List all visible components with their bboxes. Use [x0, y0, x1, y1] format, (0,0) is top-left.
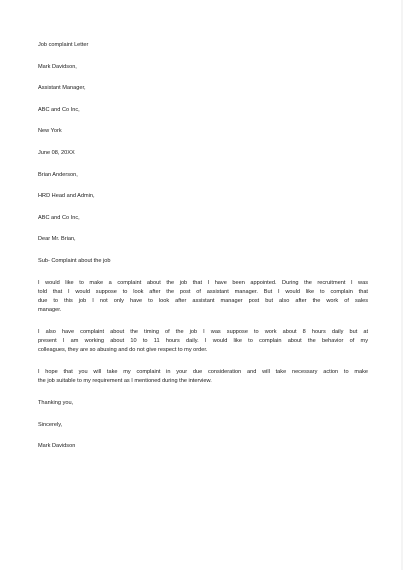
sender-company-block: [38, 106, 368, 115]
paragraph-line: colleagues, they are so abusing and do not give respect to my order.: [38, 347, 208, 354]
paragraph-line: I would like to make a complaint about the job that I have been appointed. During the recruitment I was: [38, 279, 368, 286]
recipient-position: HRD Head and Admin,: [38, 193, 95, 200]
letter-date: June 08, 20XX: [38, 149, 75, 156]
salutation-block: [38, 235, 368, 244]
recipient-name-block: [38, 171, 368, 180]
signature-name: Mark Davidson: [38, 443, 76, 450]
letter-title: Job complaint Letter: [38, 42, 89, 48]
closing-block: [38, 399, 368, 408]
paragraph-line: manager.: [38, 307, 62, 314]
sender-name: Mark Davidson,: [38, 63, 77, 70]
sender-name-block: [38, 63, 368, 72]
recipient-company: ABC and Co Inc,: [38, 214, 80, 221]
paragraph-line: the job suitable to my requirement as I mentioned during the interview.: [38, 378, 212, 385]
signature-block: [38, 442, 368, 451]
body-paragraph-3: [38, 368, 368, 386]
sender-position: Assistant Manager,: [38, 85, 86, 92]
subject-line: Sub- Complaint about the job: [38, 257, 111, 264]
salutation: Dear Mr. Brian,: [38, 236, 76, 243]
sender-company: ABC and Co Inc,: [38, 106, 80, 113]
sender-city-block: [38, 127, 368, 136]
signoff-line: Sincerely,: [38, 421, 63, 428]
sender-position-block: [38, 84, 368, 93]
letter-title-block: [38, 41, 368, 50]
paragraph-line: told that I would suppose to look after the post of assistant manager. But I would like to complain that: [38, 288, 368, 295]
signoff-block: [38, 421, 368, 430]
recipient-position-block: [38, 192, 368, 201]
recipient-company-block: [38, 214, 368, 223]
paragraph-line: I also have complaint about the timing of the job I was suppose to work about 8 hours daily but at: [38, 328, 368, 335]
closing-line: Thanking you,: [38, 400, 74, 407]
paragraph-line: I hope that you will take my complaint in your due consideration and will take necessary action to make: [38, 369, 368, 376]
subject-block: [38, 257, 368, 266]
letter-content: [38, 41, 368, 464]
recipient-name: Brian Anderson,: [38, 171, 78, 178]
sender-city: New York: [38, 128, 62, 135]
paragraph-line: due to this job I not only have to look after assistant manager post but also after the work of sales: [38, 297, 368, 304]
letter-date-block: [38, 149, 368, 158]
body-paragraph-2: [38, 328, 368, 356]
body-paragraph-1: [38, 279, 368, 316]
paragraph-line: present I am working about 10 to 11 hours daily. I would like to complain about the behavior of my: [38, 338, 368, 345]
